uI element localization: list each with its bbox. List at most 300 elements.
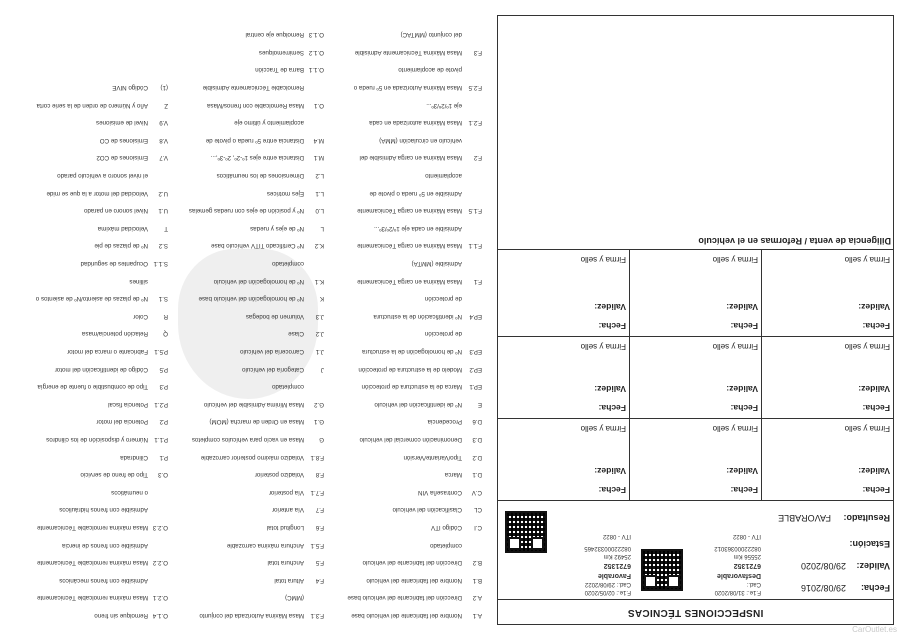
inspection-slot [498, 250, 629, 336]
firma-label: Firma y sello [580, 255, 626, 264]
inspection-slot [629, 250, 761, 336]
code-key: U.1 [158, 207, 168, 215]
code-description: Velocidad máxima [97, 224, 148, 232]
code-entry [358, 366, 482, 373]
validez-label: Validez: [858, 302, 890, 312]
code-entry [46, 436, 168, 443]
code-entry [206, 137, 324, 144]
validez-label: Validez: [726, 466, 758, 476]
code-key: F.5.1 [310, 541, 324, 549]
code-key: C.V [471, 488, 482, 496]
code-description: Masa máxima remolcable Técnicamente [37, 594, 148, 602]
code-key: L.0 [315, 207, 324, 215]
code-key: B.2 [472, 559, 482, 567]
code-entry [96, 154, 168, 161]
code-entry [211, 242, 324, 249]
code-description: Clase [288, 330, 304, 338]
code-entry [357, 242, 482, 249]
code-entry [246, 31, 324, 38]
codes-legend [14, 15, 484, 625]
fecha-label: Fecha: [862, 321, 890, 331]
code-entry [82, 330, 168, 337]
stamp-b-cad: Cad.: 29/08/2022 [584, 581, 631, 587]
code-description: Volumen de bodegas [245, 312, 304, 320]
code-entry [360, 436, 483, 443]
code-description: Masa en Orden de marcha (MOM) [209, 418, 304, 426]
code-entry [217, 172, 324, 179]
code-entry [347, 594, 482, 601]
code-description: Denominación comercial del vehículo [359, 436, 462, 443]
code-description: Masa Máxima en carga Técnicamente [357, 207, 462, 215]
site-watermark: CarOutlet.es [852, 625, 897, 634]
code-key: F.6 [315, 524, 324, 531]
code-key: F.2 [473, 154, 482, 162]
reformas-box [497, 15, 894, 250]
code-description: Relación potencia/masa [81, 330, 148, 338]
code-entry [37, 594, 168, 601]
code-entry [267, 524, 324, 531]
code-key: K [319, 295, 324, 303]
code-description: Semirremolques [258, 48, 304, 56]
code-entry [357, 278, 482, 285]
code-entry [272, 260, 324, 267]
code-key: O.3 [158, 471, 168, 479]
stamp-b-code: 08222000332465 [584, 545, 631, 551]
code-key: EP.3 [469, 348, 482, 355]
code-entry [120, 454, 168, 461]
code-entry [362, 383, 482, 390]
validez-label: Validez: [858, 466, 890, 476]
code-description: Distancia entre 5º rueda o pivote de [205, 136, 304, 144]
code-entry [351, 612, 482, 619]
code-entry [428, 418, 482, 425]
firma-label: Firma y sello [712, 342, 758, 351]
code-entry [354, 84, 482, 91]
code-key: S.1.1 [153, 260, 168, 267]
code-key: D.3 [472, 436, 482, 443]
code-entry [36, 295, 168, 302]
code-entry [214, 278, 324, 285]
code-description: Emisiones de CO [99, 136, 148, 144]
code-entry [272, 383, 324, 390]
stamp-b-km: 25492 Km [603, 553, 631, 559]
code-entry [288, 330, 324, 337]
code-description: Vía posterior [268, 488, 304, 496]
code-entry [398, 66, 482, 73]
code-entry [199, 295, 324, 302]
code-description: Nº Certificado TITV vehículo base [211, 242, 304, 250]
code-entry [285, 594, 324, 601]
code-description: Dirección del fabricante del vehículo [362, 559, 462, 567]
code-key: E [477, 400, 482, 408]
code-entry [108, 401, 168, 408]
stamp-a-result: Desfavorable [717, 572, 761, 579]
code-key: L [320, 224, 324, 232]
code-entry [201, 454, 324, 461]
code-key: P.1 [159, 453, 168, 461]
code-key: V.9 [159, 119, 168, 127]
code-description: Nivel sonoro en parado [84, 207, 148, 215]
estacion-label: Estación: [849, 539, 890, 549]
firma-label: Firma y sello [844, 424, 890, 433]
code-entry [373, 313, 482, 320]
firma-label: Firma y sello [712, 255, 758, 264]
code-description: (MMC) [285, 594, 304, 602]
code-key: J [320, 365, 324, 373]
fecha-label: Fecha: [598, 321, 626, 331]
code-key: O.1.1 [308, 66, 324, 74]
code-key: J.1 [315, 348, 324, 355]
code-description: del conjunto (MMTAC) [400, 31, 462, 39]
reformas-title: Diligencia de venta / Reformas en el vehículo [698, 236, 891, 246]
code-key: P.2 [159, 418, 168, 426]
code-description: Procedencia [427, 418, 462, 426]
code-entry [55, 366, 168, 373]
code-key: M.1 [313, 154, 324, 162]
code-description: Masa Máxima autorizada en cada [369, 119, 462, 127]
code-key: F.7 [315, 506, 324, 514]
code-key: A.2 [472, 594, 482, 602]
fecha-label: Fecha: [860, 583, 890, 593]
code-key: J.2 [315, 330, 324, 338]
code-entry [37, 102, 168, 109]
code-description: Vía anterior [272, 506, 304, 514]
code-entry [129, 278, 168, 285]
fecha-label: Fecha: [598, 403, 626, 413]
code-description: Nº de homologación del vehículo base [198, 295, 304, 303]
code-description: sillines [129, 277, 148, 285]
code-entry [112, 84, 168, 91]
code-description: Número y disposición de los cilindros [46, 436, 148, 443]
code-description: Dirección del fabricante del vehículo base [347, 594, 462, 602]
code-key: P.5.1 [154, 348, 168, 355]
code-description: Marca [444, 471, 462, 479]
validez-label: Validez: [726, 302, 758, 312]
code-description: Nº identificación de la estructura [373, 312, 462, 320]
code-key: O.1.4 [152, 612, 168, 619]
code-description: de protección [424, 330, 462, 338]
stamp-b-result: Favorable [597, 572, 631, 579]
firma-label: Firma y sello [712, 424, 758, 433]
code-key: S.2 [158, 242, 168, 250]
qr-code-icon [641, 549, 683, 591]
code-description: Color [133, 312, 148, 320]
code-entry [133, 313, 168, 320]
qr-code-icon [505, 511, 547, 553]
code-key: A.1 [472, 612, 482, 619]
validez-label: Validez: [594, 302, 626, 312]
code-entry [94, 242, 168, 249]
stamp-a-cad: Cad.: [746, 581, 761, 587]
code-entry [412, 260, 482, 267]
code-description: Nivel de emisiones [96, 119, 148, 127]
code-key: L.1 [315, 189, 324, 197]
code-key: U.2 [158, 189, 168, 197]
code-description: Tipo de freno de servicio [80, 471, 148, 479]
code-entry [59, 577, 168, 584]
code-description: Marca de la estructura de protección [361, 383, 462, 391]
code-entry [246, 313, 324, 320]
code-key: F.1 [473, 277, 482, 285]
stamp-a-number: 6721352 [733, 562, 761, 569]
code-description: Nº de plazas de asiento/Nº de asientos o [35, 295, 148, 303]
inspection-row-1 [498, 500, 893, 599]
code-description: Admisible en cada eje 1º/2º/3º... [374, 224, 462, 232]
resultado-value: FAVORABLE [778, 513, 831, 523]
code-entry [355, 49, 482, 56]
code-description: Nº de plazas de pie [94, 242, 148, 250]
code-entry [234, 119, 324, 126]
code-key: K.1 [314, 277, 324, 285]
code-key: CL [474, 506, 482, 514]
code-key: C.I [474, 524, 482, 531]
code-key: F.4 [315, 576, 324, 584]
code-description: pivote de acoplamiento [398, 66, 462, 74]
code-description: Emisiones de CO2 [96, 154, 148, 162]
code-entry [426, 102, 482, 109]
code-description: Masa Máxima en carga Técnicamente [357, 242, 462, 250]
code-description: Voladizo máximo posterior carrozable [200, 453, 304, 461]
code-description: Masa Máxima en carga Técnicamente [357, 277, 462, 285]
code-entry [393, 506, 482, 513]
validez-label: Validez: [856, 561, 890, 571]
code-description: Contraseña VIN [417, 488, 462, 496]
firma-label: Firma y sello [580, 424, 626, 433]
code-description: Ocupantes de seguridad [80, 260, 148, 267]
code-key: P.5 [159, 365, 168, 373]
stamp-b-number: 6721352 [603, 562, 631, 569]
code-entry [57, 172, 168, 179]
code-description: eje 1º/2º/3º... [426, 101, 462, 109]
code-key: P.2.1 [154, 400, 168, 408]
code-description: Cilindrada [120, 453, 148, 461]
code-entry [445, 471, 482, 478]
code-key: O.1 [314, 101, 324, 109]
code-entry [240, 348, 324, 355]
code-key: F.5 [315, 559, 324, 567]
inspection-row-3 [498, 336, 893, 418]
code-description: Distancia entre ejes 1º-2º, 2º-3º,... [210, 154, 304, 162]
code-description: Velocidad del motor a la que se mide [46, 189, 148, 197]
code-description: Remolcable Técnicamente Admisible [202, 84, 304, 91]
code-description: Nº de identificación del vehículo [374, 400, 462, 408]
code-entry [274, 577, 324, 584]
code-entry [199, 612, 324, 619]
code-description: Masa máxima remolcable Técnicamente [37, 524, 148, 531]
code-entry [369, 119, 482, 126]
code-key: J.3 [315, 312, 324, 320]
code-entry [425, 295, 482, 302]
code-description: Admisible con frenos mecánicos [59, 576, 148, 584]
code-entry [37, 559, 168, 566]
code-key: F.8 [315, 471, 324, 479]
firma-label: Firma y sello [580, 342, 626, 351]
code-key: T [164, 224, 168, 232]
code-key: R [163, 312, 168, 320]
code-entry [227, 542, 324, 549]
code-description: Barra de Tracción [255, 66, 304, 74]
validez-label: Validez: [726, 384, 758, 394]
code-key: B.1 [472, 576, 482, 584]
code-description: Potencia del motor [96, 418, 148, 426]
code-description: Categoría del vehículo [242, 365, 304, 373]
code-entry [370, 190, 482, 197]
inspection-slot [761, 337, 893, 418]
code-description: completado [430, 541, 462, 549]
code-entry [203, 84, 324, 91]
fecha-label: Fecha: [862, 485, 890, 495]
code-key: O.2.2 [152, 559, 168, 567]
code-entry [357, 207, 482, 214]
code-key: G.2 [314, 400, 324, 408]
code-entry [84, 207, 168, 214]
code-description: Tipo/Variante/Versión [403, 453, 462, 461]
code-entry [81, 260, 168, 267]
fecha-label: Fecha: [730, 321, 758, 331]
code-key: F.1.1 [468, 242, 482, 250]
inspection-slot [629, 337, 761, 418]
code-description: Masa Remolcable con frenos/Masa [207, 101, 304, 109]
code-key: O.1.2 [308, 48, 324, 56]
code-description: Dimensiones de los neumáticos [216, 172, 304, 179]
validez-label: Validez: [594, 466, 626, 476]
itv-stamp-b [501, 507, 631, 595]
code-entry [272, 506, 324, 513]
stamp-a-date: F.1e.: 31/08/2020 [714, 589, 761, 595]
code-description: vehículo en circulación (MMA) [379, 136, 462, 144]
code-description: Masa Máxima Autorizada del conjunto [199, 612, 304, 619]
stamp-a-km: 25556 Km [733, 553, 761, 559]
code-key: F.2.1 [468, 119, 482, 127]
code-key: Q [163, 330, 168, 338]
inspections-title: INSPECCIONES TÉCNICAS [498, 599, 893, 624]
code-entry [404, 454, 482, 461]
fecha-label: Fecha: [730, 485, 758, 495]
code-description: Ejes motrices [266, 189, 304, 197]
inspection-slot [498, 419, 629, 500]
code-entry [418, 489, 482, 496]
code-description: Remolque eje central [245, 31, 304, 39]
validez-label: Validez: [594, 384, 626, 394]
stamp-a-code: 08222000363012 [714, 545, 761, 551]
code-key: D.1 [472, 471, 482, 479]
code-description: Remolque sin freno [94, 612, 148, 619]
inspection-row-2 [498, 418, 893, 500]
fecha-label: Fecha: [862, 403, 890, 413]
code-key: EP.2 [469, 365, 482, 373]
code-entry [242, 366, 324, 373]
code-description: acoplamiento [425, 172, 462, 179]
code-description: Masa Mínima Admisible del vehículo [203, 400, 304, 408]
code-key: (1) [160, 84, 168, 91]
fecha-value: 29/08/2016 [800, 583, 846, 593]
code-entry [80, 471, 168, 478]
code-key: F.8.1 [310, 453, 324, 461]
code-description: Anchura total [267, 559, 304, 567]
code-entry [362, 348, 482, 355]
code-description: Admisible con frenos de inercia [62, 541, 148, 549]
code-entry [67, 348, 168, 355]
stamp-a-itv: ITV - 0822 [732, 533, 761, 539]
code-description: Potencia fiscal [108, 400, 148, 408]
code-entry [204, 401, 324, 408]
code-key: O.1.3 [308, 31, 324, 39]
code-description: Admisible (MMTA) [411, 260, 462, 267]
code-key: EP.1 [469, 383, 482, 391]
stamp-b-date: F.1e.: 02/05/2020 [584, 589, 631, 595]
code-description: Voladizo posterior [254, 471, 304, 479]
code-key: D.2 [472, 453, 482, 461]
code-entry [98, 225, 168, 232]
coat-of-arms-watermark [178, 249, 318, 399]
code-description: Clasificación del vehículo [392, 506, 462, 514]
validez-value: 29/08/2020 [800, 561, 846, 571]
code-description: el nivel sonoro a vehículo parado [57, 172, 148, 179]
code-entry [37, 524, 168, 531]
resultado-label: Resultado: [843, 513, 890, 523]
code-key: V.8 [159, 136, 168, 144]
code-key: EP.4 [469, 312, 482, 320]
code-entry [37, 383, 168, 390]
code-entry [374, 401, 482, 408]
code-entry [269, 489, 324, 496]
code-key: M.4 [313, 136, 324, 144]
code-entry [431, 524, 482, 531]
fecha-label: Fecha: [730, 403, 758, 413]
code-entry [379, 137, 482, 144]
code-description: de protección [424, 295, 462, 303]
code-description: completado [272, 260, 304, 267]
firma-label: Firma y sello [844, 255, 890, 264]
code-description: Año y Número de orden de la serie corta [36, 101, 148, 109]
code-description: Código NIVE [112, 84, 148, 91]
code-description: Masa en vacío para vehículos completos [191, 436, 304, 443]
code-description: Anchura máxima carrozable [226, 541, 304, 549]
code-key: L.2 [315, 172, 324, 179]
code-description: Masa máxima remolcable Técnicamente [37, 559, 148, 567]
code-key: O.2.1 [152, 594, 168, 602]
fecha-label: Fecha: [598, 485, 626, 495]
code-entry [401, 31, 482, 38]
inspection-slot [761, 250, 893, 336]
code-description: Código de identificación del motor [54, 365, 148, 373]
inspection-slot [761, 419, 893, 500]
code-entry [111, 489, 168, 496]
code-key: D.6 [472, 418, 482, 426]
code-description: Masa Máxima Autorizada en 5º rueda o [353, 84, 462, 91]
code-entry [47, 190, 168, 197]
code-key: P.1.1 [154, 436, 168, 443]
inspection-row-4 [498, 249, 893, 336]
code-key: S.1 [158, 295, 168, 303]
code-key: P.3 [159, 383, 168, 391]
code-description: Tipo de combustible o fuente de energía [37, 383, 148, 391]
code-entry [259, 49, 324, 56]
code-entry [360, 154, 482, 161]
code-description: Altura total [274, 576, 304, 584]
code-entry [62, 542, 168, 549]
code-key: F.3.1 [310, 612, 324, 619]
code-key: F.3 [473, 48, 482, 56]
validez-label: Validez: [858, 384, 890, 394]
code-entry [207, 102, 324, 109]
code-description: Carrocería del vehículo [240, 348, 304, 355]
code-entry [94, 612, 168, 619]
inspection-slot [498, 337, 629, 418]
inspection-slot [629, 419, 761, 500]
code-entry [96, 418, 168, 425]
code-description: Modelo de la estructura de protección [358, 365, 462, 373]
